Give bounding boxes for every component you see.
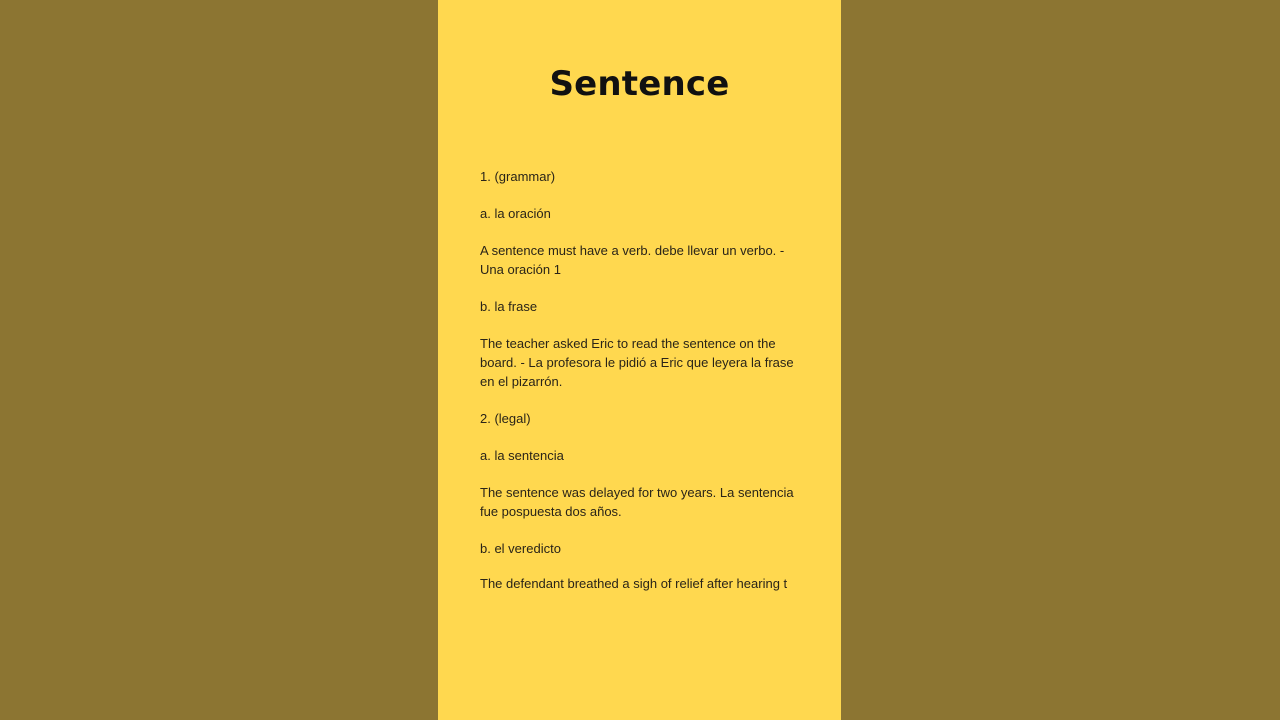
example-sentence: The defendant breathed a sigh of relief after hearing t — [480, 576, 788, 591]
definition-list — [480, 167, 798, 591]
example-sentence: A sentence must have a verb. debe llevar un verbo. - Una oración 1 — [480, 243, 785, 277]
translation-item: a. la oración — [480, 206, 551, 221]
translation-item: a. la sentencia — [480, 448, 564, 463]
sense-heading-legal: 2. (legal) — [480, 411, 531, 426]
sense-heading-grammar: 1. (grammar) — [480, 169, 556, 184]
page-title: Sentence — [549, 64, 730, 104]
right-blurred-background — [841, 0, 1280, 720]
example-sentence: The teacher asked Eric to read the sentence on the board. - La profesora le pidió a Eric que leyera la frase en el pizarrón. — [480, 336, 794, 389]
definition-card — [438, 0, 841, 720]
translation-item: b. el veredicto — [480, 541, 561, 556]
translation-item: b. la frase — [480, 299, 538, 314]
example-sentence: The sentence was delayed for two years. La sentencia fue pospuesta dos años. — [480, 485, 794, 519]
left-blurred-background — [0, 0, 438, 720]
